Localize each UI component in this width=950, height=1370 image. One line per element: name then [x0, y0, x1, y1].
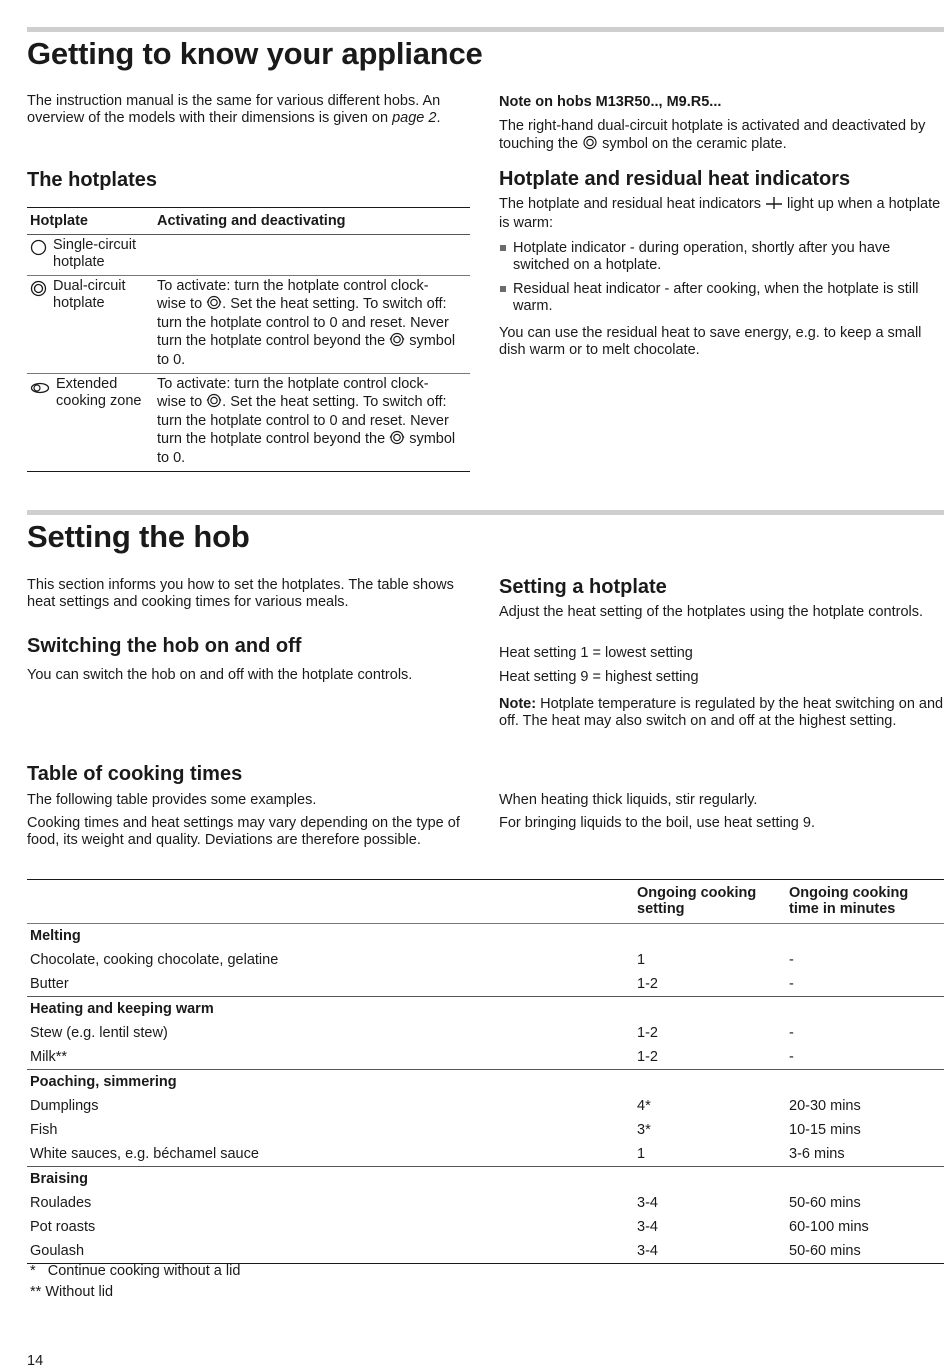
indicators-paragraph — [499, 196, 944, 232]
heat-setting-lowest: Heat setting 1 = lowest setting — [499, 645, 693, 661]
dual-circuit-symbol-icon — [582, 135, 598, 155]
hotplate-name: Dual-circuit hotplate — [53, 278, 126, 311]
table-variation-text: Cooking times and heat settings may vary depending on the type of food, its weight and quality. Deviations are therefore possible. — [27, 815, 460, 848]
indicators-heading: Hotplate and residual heat indicators — [499, 168, 851, 190]
list-item-text: Residual heat indicator - after cooking, when the hotplate is still warm. — [513, 281, 919, 314]
cooking-time: - — [789, 1049, 794, 1065]
section-intro: This section informs you how to set the hotplates. The table shows heat settings and cooking times for various meals. — [27, 577, 454, 610]
food-name: Fish — [30, 1122, 58, 1138]
column-header-setting: Ongoing cooking setting — [637, 885, 757, 917]
description-text: symbol to 0. — [157, 431, 456, 466]
hotplate-description — [157, 278, 470, 369]
residual-heat-paragraph: You can use the residual heat to save energy, e.g. to keep a small dish warm or to melt chocolate. — [499, 325, 922, 358]
table-group — [27, 1070, 944, 1167]
list-item — [499, 281, 939, 315]
table-group — [27, 1167, 944, 1264]
food-name: White sauces, e.g. béchamel sauce — [30, 1146, 259, 1162]
cooking-times-table — [27, 879, 944, 1264]
intro-text: The instruction manual is the same for various different hobs. An overview of the models with their dimensions is given on — [27, 93, 441, 126]
table-row — [27, 1094, 944, 1118]
food-name: Stew (e.g. lentil stew) — [30, 1025, 168, 1041]
food-name: Milk** — [30, 1049, 68, 1065]
column-header-time: Ongoing cooking time in minutes — [789, 885, 909, 917]
description-text: wise to — [157, 296, 207, 312]
cooking-time: 60-100 mins — [789, 1219, 869, 1235]
cooking-setting: 1-2 — [637, 1025, 658, 1041]
column-header-hotplate: Hotplate — [30, 212, 88, 229]
food-name: Dumplings — [30, 1098, 99, 1114]
dual-circuit-symbol-icon — [389, 332, 405, 352]
table-row — [27, 276, 470, 374]
table-group — [27, 997, 944, 1070]
table-group — [27, 924, 944, 997]
boil-liquids-text: For bringing liquids to the boil, use heat setting 9. — [499, 815, 815, 831]
cooking-setting: 4* — [637, 1098, 651, 1114]
dual-circuit-symbol-icon — [206, 295, 222, 315]
description-line: To activate: turn the hotplate control clock- — [157, 278, 429, 294]
table-row — [27, 1215, 944, 1239]
footnote: * Continue cooking without a lid — [30, 1263, 241, 1279]
thick-liquids-text: When heating thick liquids, stir regularly. — [499, 792, 758, 808]
note-paragraph — [499, 118, 944, 155]
food-name: Roulades — [30, 1195, 92, 1211]
residual-heat-indicator-icon — [765, 196, 783, 215]
hotplate-name: Single-circuit hotplate — [53, 237, 136, 270]
dual-circuit-symbol-icon — [389, 430, 405, 450]
section-title: Getting to know your appliance — [27, 36, 483, 71]
setting-heading: Setting a hotplate — [499, 576, 667, 598]
hotplate-name: Extended cooking zone — [56, 376, 142, 409]
table-row — [27, 374, 470, 471]
table-header — [27, 880, 944, 924]
indicators-text: The hotplate and residual heat indicators — [499, 196, 766, 212]
table-heading: Table of cooking times — [27, 763, 243, 785]
page-reference: page 2 — [392, 110, 437, 126]
heat-setting-highest: Heat setting 9 = highest setting — [499, 669, 699, 685]
switching-heading: Switching the hob on and off — [27, 635, 302, 657]
cooking-time: - — [789, 952, 794, 968]
section-title: Setting the hob — [27, 519, 250, 554]
note-text: The right-hand dual-circuit hotplate is activated and deactivated by touching the — [499, 118, 926, 152]
setting-text: Adjust the heat setting of the hotplates using the hotplate controls. — [499, 604, 924, 620]
table-row — [27, 1142, 944, 1166]
group-title: Braising — [30, 1171, 89, 1187]
description-text: wise to — [157, 394, 207, 410]
cooking-time: 20-30 mins — [789, 1098, 861, 1114]
table-header — [27, 208, 470, 235]
table-row — [27, 1118, 944, 1142]
intro-text-end: . — [436, 110, 441, 126]
table-row — [27, 948, 944, 972]
bullet-icon — [500, 245, 506, 251]
table-row — [27, 1021, 944, 1045]
description-line: To activate: turn the hotplate control clock- — [157, 376, 429, 392]
hotplates-heading: The hotplates — [27, 169, 158, 191]
group-title: Melting — [30, 928, 81, 944]
note-paragraph — [499, 696, 944, 730]
bullet-icon — [500, 286, 506, 292]
cooking-setting: 1-2 — [637, 1049, 658, 1065]
food-name: Goulash — [30, 1243, 85, 1259]
food-name: Chocolate, cooking chocolate, gelatine — [30, 952, 279, 968]
dual-circuit-icon — [30, 280, 47, 369]
cooking-setting: 1 — [637, 952, 646, 968]
intro-paragraph — [27, 93, 467, 127]
cooking-setting: 1 — [637, 1146, 646, 1162]
dual-circuit-symbol-icon — [206, 393, 222, 413]
group-title: Poaching, simmering — [30, 1074, 177, 1090]
section-divider — [27, 27, 944, 32]
section-divider — [27, 510, 944, 515]
description-text: . Set the heat setting. To switch off: turn the hotplate control to 0 and reset. Never turn the hotplate control beyond the — [157, 394, 449, 447]
hotplates-table — [27, 207, 470, 472]
table-intro: The following table provides some examples. — [27, 792, 317, 808]
description-text: . Set the heat setting. To switch off: turn the hotplate control to 0 and reset. Never turn the hotplate control beyond the — [157, 296, 449, 349]
cooking-time: 50-60 mins — [789, 1195, 861, 1211]
table-row — [27, 1239, 944, 1263]
hotplate-description — [157, 376, 470, 467]
food-name: Butter — [30, 976, 69, 992]
cooking-time: 10-15 mins — [789, 1122, 861, 1138]
cooking-setting: 3-4 — [637, 1243, 658, 1259]
list-item-text: Hotplate indicator - during operation, shortly after you have switched on a hotplate. — [513, 240, 891, 273]
cooking-time: - — [789, 976, 794, 992]
list-item — [499, 240, 939, 274]
hotplate-description — [157, 237, 470, 271]
switching-text: You can switch the hob on and off with the hotplate controls. — [27, 667, 413, 683]
column-header-activating: Activating and deactivating — [157, 212, 346, 229]
note-label: Note: — [499, 696, 537, 712]
cooking-time: 50-60 mins — [789, 1243, 861, 1259]
table-row — [27, 1191, 944, 1215]
extended-zone-icon — [30, 378, 50, 467]
cooking-setting: 3-4 — [637, 1195, 658, 1211]
note-heading: Note on hobs M13R50.., M9.R5... — [499, 94, 722, 110]
cooking-time: 3-6 mins — [789, 1146, 845, 1162]
description-text: symbol to 0. — [157, 333, 456, 368]
food-name: Pot roasts — [30, 1219, 96, 1235]
cooking-setting: 3* — [637, 1122, 651, 1138]
table-row — [27, 1045, 944, 1069]
footnote: ** Without lid — [30, 1284, 114, 1300]
cooking-time: - — [789, 1025, 794, 1041]
cooking-setting: 1-2 — [637, 976, 658, 992]
single-circuit-icon — [30, 239, 47, 271]
indicators-text-end: light up when a hotplate is warm: — [499, 196, 941, 231]
cooking-setting: 3-4 — [637, 1219, 658, 1235]
page-number: 14 — [27, 1353, 44, 1369]
note-text: Hotplate temperature is regulated by the heat switching on and off. The heat may also switch on and off at the highest setting. — [499, 696, 944, 729]
group-title: Heating and keeping warm — [30, 1001, 214, 1017]
note-text-end: symbol on the ceramic plate. — [598, 136, 787, 152]
table-row — [27, 972, 944, 996]
table-row — [27, 235, 470, 276]
